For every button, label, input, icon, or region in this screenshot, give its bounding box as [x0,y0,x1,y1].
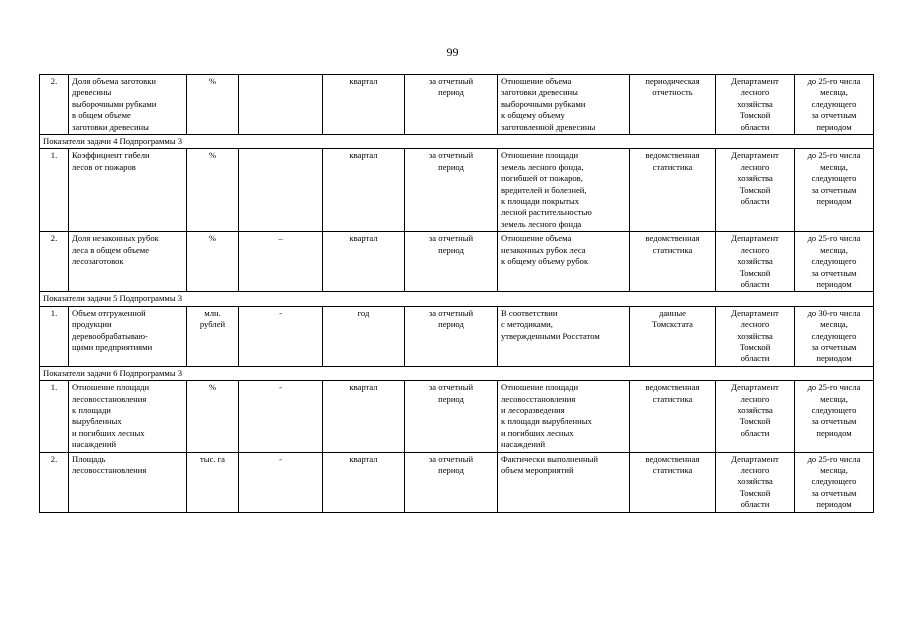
section-label: Показатели задачи 6 Подпрограммы 3 [40,366,874,380]
responsible-body: Департамент лесного хозяйства Томской области [716,232,795,292]
base-value: – [239,232,323,292]
page-number: 99 [446,45,459,59]
base-value [239,149,323,232]
table-body [40,75,874,513]
table-row [40,306,874,366]
row-number: 1. [40,381,69,452]
section-header-row [40,135,874,149]
unit-of-measure: % [187,232,239,292]
indicator-name: Объем отгруженной продукции деревообрабатываю- щими предприятиями [69,306,187,366]
base-value: - [239,452,323,512]
responsible-body: Департамент лесного хозяйства Томской области [716,381,795,452]
reporting-deadline: до 30-го числа месяца, следующего за отчетным периодом [795,306,874,366]
base-value [239,75,323,135]
row-number: 2. [40,75,69,135]
table-row [40,452,874,512]
time-characteristic: за отчетный период [405,381,498,452]
frequency: квартал [323,452,405,512]
row-number: 1. [40,149,69,232]
time-characteristic: за отчетный период [405,452,498,512]
frequency: квартал [323,381,405,452]
indicator-name: Доля объема заготовки древесины выборочными рубками в общем объеме заготовки древесины [69,75,187,135]
row-number: 2. [40,452,69,512]
calculation-method: Отношение площади лесовосстановления и лесоразведения к площади вырубленных и погибших лесных насаждений [498,381,630,452]
indicators-table [39,74,874,513]
data-collection-method: ведомственная статистика [630,452,716,512]
frequency: год [323,306,405,366]
reporting-deadline: до 25-го числа месяца, следующего за отчетным периодом [795,75,874,135]
table-row [40,381,874,452]
time-characteristic: за отчетный период [405,232,498,292]
unit-of-measure: % [187,381,239,452]
section-header-row [40,292,874,306]
indicator-name: Коэффициент гибели лесов от пожаров [69,149,187,232]
base-value: - [239,306,323,366]
calculation-method: Отношение объема заготовки древесины выборочными рубками к общему объему заготовленной древесины [498,75,630,135]
responsible-body: Департамент лесного хозяйства Томской области [716,75,795,135]
reporting-deadline: до 25-го числа месяца, следующего за отчетным периодом [795,452,874,512]
section-label: Показатели задачи 4 Подпрограммы 3 [40,135,874,149]
frequency: квартал [323,232,405,292]
data-collection-method: данные Томскстата [630,306,716,366]
indicator-name: Доля незаконных рубок леса в общем объеме лесозаготовок [69,232,187,292]
indicator-name: Отношение площади лесовосстановления к площади вырубленных и погибших лесных насаждений [69,381,187,452]
base-value: - [239,381,323,452]
time-characteristic: за отчетный период [405,149,498,232]
reporting-deadline: до 25-го числа месяца, следующего за отчетным периодом [795,232,874,292]
time-characteristic: за отчетный период [405,306,498,366]
table-row [40,75,874,135]
frequency: квартал [323,75,405,135]
calculation-method: Отношение объема незаконных рубок леса к общему объему рубок [498,232,630,292]
calculation-method: В соответствии с методиками, утвержденными Росстатом [498,306,630,366]
calculation-method: Фактически выполненный объем мероприятий [498,452,630,512]
time-characteristic: за отчетный период [405,75,498,135]
responsible-body: Департамент лесного хозяйства Томской области [716,306,795,366]
frequency: квартал [323,149,405,232]
responsible-body: Департамент лесного хозяйства Томской области [716,452,795,512]
calculation-method: Отношение площади земель лесного фонда, погибшей от пожаров, вредителей и болезней, к площади покрытых лесной растительностью земель лесного фонда [498,149,630,232]
responsible-body: Департамент лесного хозяйства Томской области [716,149,795,232]
reporting-deadline: до 25-го числа месяца, следующего за отчетным периодом [795,381,874,452]
table-row [40,149,874,232]
section-label: Показатели задачи 5 Подпрограммы 3 [40,292,874,306]
data-collection-method: ведомственная статистика [630,149,716,232]
data-collection-method: ведомственная статистика [630,381,716,452]
unit-of-measure: % [187,149,239,232]
unit-of-measure: млн. рублей [187,306,239,366]
reporting-deadline: до 25-го числа месяца, следующего за отчетным периодом [795,149,874,232]
table-row [40,232,874,292]
indicator-name: Площадь лесовосстановления [69,452,187,512]
row-number: 1. [40,306,69,366]
data-collection-method: ведомственная статистика [630,232,716,292]
section-header-row [40,366,874,380]
data-collection-method: периодическая отчетность [630,75,716,135]
unit-of-measure: % [187,75,239,135]
unit-of-measure: тыс. га [187,452,239,512]
row-number: 2. [40,232,69,292]
